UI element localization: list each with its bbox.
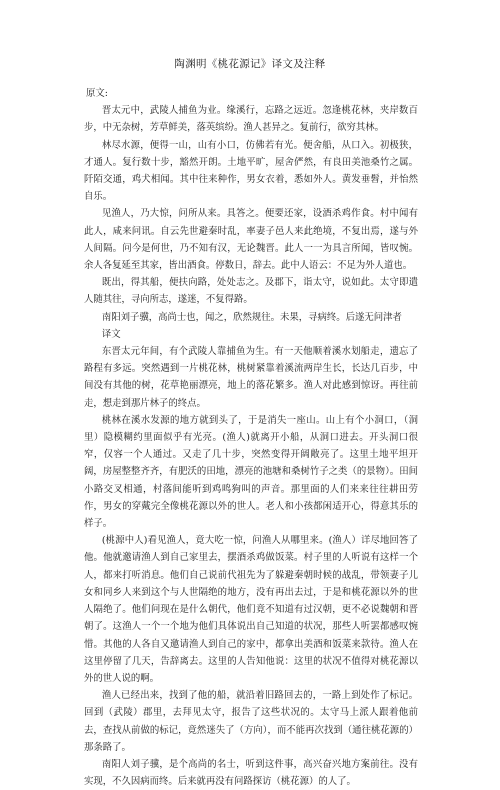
translation-paragraph: 南阳人刘子骥，是个高尚的名士，听到这件事，高兴奋兴地方案前往。没有实现，不久因病而终。后来就再没有问路探访（桃花源）的人了。 bbox=[84, 758, 418, 788]
translation-paragraph: 桃林在溪水发源的地方就到头了，于是消失一座山。山上有个小洞口，（洞里）隐模糊约里面似乎有光亮。(渔人)就离开小船，从洞口进去。开头洞口很窄，仅容一个人通过。又走了几十步，突然变得开阔敞亮了。这里土地平坦开阔，房屋整整齐齐，有肥沃的田地，漂亮的池塘和桑树竹子之类（的景物）。田间小路交叉相通，村落间能听到鸡鸣狗叫的声音。那里面的人们来来往往耕田劳作，男女的穿戴完全像桃花源以外的世人。老人和小孩都闲适开心，得意其乐的样子。 bbox=[84, 414, 418, 530]
translation-paragraph: 东晋太元年间，有个武陵人靠捕鱼为生。有一天他顺着溪水划船走，遗忘了路程有多远。突然遇到一片桃花林，桃树紧靠着溪流两岸生长，长达几百步，中间没有其他的树，花草艳丽漂亮，地上的落花繁多。渔人对此感到惊讶。再往前走，想走到那片林子的终点。 bbox=[84, 346, 418, 409]
document-title: 陶渊明《桃花源记》译文及注释 bbox=[174, 58, 326, 70]
translation-label: 译文 bbox=[101, 328, 121, 340]
translation-paragraph: (桃源中人)看见渔人，竟大吃一惊，问渔人从哪里来。(渔人）详尽地回答了他。他就邀请渔人到自己家里去，摆酒杀鸡做饭菜。村子里的人听说有这样一个人，都来打听消息。他们自己说前代祖先为了躲避秦朝时候的战乱，带领妻子儿女和同乡人来到这个与人世隔绝的地方，没有再出去过，于是和桃花源以外的世人隔绝了。他们问现在是什么朝代，他们竟不知道有过汉朝，更不必说魏朝和晋朝了。这渔人一个一个地为他们具体说出自己知道的状况，那些人听罢都感叹惋惜。其他的人各自又邀请渔人到自己的家中，都拿出美酒和饭菜来款待。渔人在这里停留了几天，告辞离去。这里的人告知他说：这里的状况不值得对桃花源以外的世人说的啊。 bbox=[84, 535, 418, 684]
original-paragraph: 既出，得其船，便扶向路，处处志之。及郡下，诣太守，说如此。太守即遣人随其往，寻向所志，遂迷，不复得路。 bbox=[84, 277, 418, 306]
original-paragraph: 南阳刘子骥，高尚士也，闻之，欣然规往。未果，寻病终。后遂无问津者 bbox=[101, 311, 402, 323]
original-paragraph: 林尽水源，便得一山，山有小口，仿佛若有光。便舍船，从口入。初极狭，才通人。复行数十步，豁然开朗。土地平旷，屋舍俨然，有良田美池桑竹之属。阡陌交通，鸡犬相闻。其中往来种作，男女衣着，悉如外人。黄发垂髫，并怡然自乐。 bbox=[84, 139, 418, 203]
document-body bbox=[84, 85, 418, 790]
original-paragraph: 晋太元中，武陵人捕鱼为业。缘溪行，忘路之远近。忽逢桃花林，夹岸数百步，中无杂树，芳草鲜美，落英缤纷。渔人甚异之。复前行，欲穷其林。 bbox=[84, 105, 418, 134]
translation-paragraph: 渔人已经出来，找到了他的船，就沿着旧路回去的，一路上到处作了标记。回到（武陵）郡里，去拜见太守，报告了这些状况的。太守马上派人跟着他前去，查找从前做的标记，竟然迷失了（方向），而不能再次找到（通往桃花源的）那条路了。 bbox=[84, 690, 418, 753]
original-paragraph: 见渔人，乃大惊，问所从来。具答之。便要还家，设酒杀鸡作食。村中闻有此人，咸来问讯。自云先世避秦时乱，率妻子邑人来此绝境，不复出焉，遂与外人间隔。问今是何世，乃不知有汉，无论魏晋。此人一一为具言所闻，皆叹惋。余人各复延至其家，皆出酒食。停数日，辞去。此中人语云：不足为外人道也。 bbox=[84, 208, 418, 272]
original-label: 原文: bbox=[86, 88, 108, 99]
